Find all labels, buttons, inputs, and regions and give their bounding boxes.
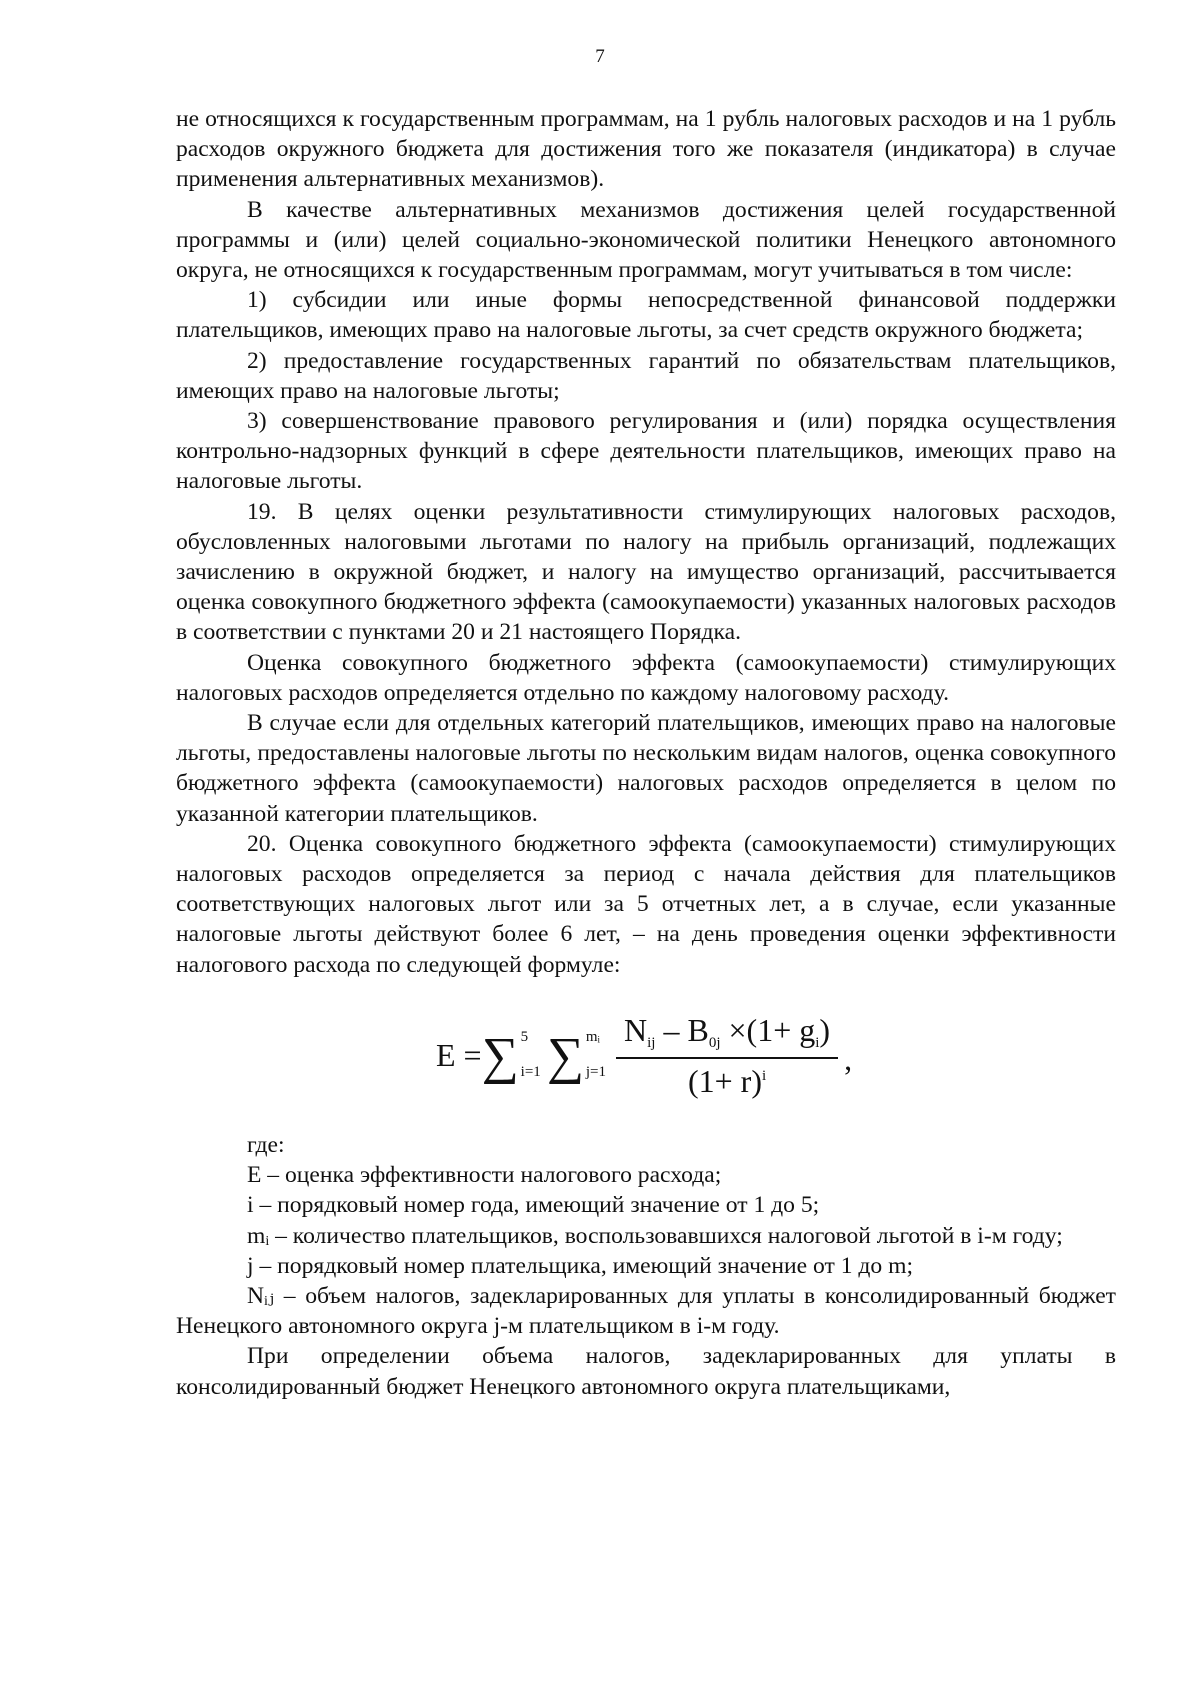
paragraph-clause-20: 20. Оценка совокупного бюджетного эффекта (самоокупаемости) стимулирующих налоговых расходов определяется за период с начала действия для плательщиков соответствующих налоговых льгот или за 5 отчетных лет, а в случае, если указанные налоговые льготы действуют более 6 лет, – на день проведения оценки эффективности налогового расхода по следующей формуле:: [176, 830, 1116, 978]
sum-lower-1: i=1: [520, 1064, 541, 1081]
num-close: ): [819, 1011, 831, 1048]
page-number: 7: [595, 46, 605, 67]
where-label: где:: [247, 1131, 285, 1158]
paragraph-3: Оценка совокупного бюджетного эффекта (самоокупаемости) стимулирующих налоговых расходов определяется отдельно по каждому налоговому расходу.: [176, 649, 1116, 706]
paragraph-clause-19: 19. В целях оценки результативности стимулирующих налоговых расходов, обусловленных налоговыми льготами по налогу на прибыль организаций, подлежащих зачислению в окружной бюджет, и налогу на имущество организаций, рассчитывается оценка совокупного бюджетного эффекта (самоокупаемости) указанных налоговых расходов в соответствии с пунктами 20 и 21 настоящего Порядка.: [176, 498, 1116, 646]
paragraph-2: В качестве альтернативных механизмов достижения целей государственной программы и (или) целей социально-экономической политики Ненецкого автономного округа, не относящихся к государственным программам, могут учитываться в том числе:: [176, 196, 1116, 284]
sum-lower-2: j=1: [585, 1064, 607, 1081]
definition-m: mᵢ – количество плательщиков, воспользовавшихся налоговой льготой в i-м году;: [247, 1222, 1063, 1249]
num-b: – B: [655, 1011, 709, 1048]
fraction-numerator: [616, 1011, 838, 1059]
num-n: N: [624, 1011, 648, 1048]
sum-upper-1: 5: [520, 1028, 529, 1045]
fraction-denominator: [688, 1059, 766, 1097]
definition-j: j – порядковый номер плательщика, имеющий значение от 1 до m;: [247, 1252, 914, 1279]
list-item-3: 3) совершенствование правового регулирования и (или) порядка осуществления контрольно-надзорных функций в сфере деятельности плательщиков, имеющих право на налоговые льготы.: [176, 408, 1116, 495]
den-sup: i: [761, 1067, 767, 1084]
sum-limits-2: [585, 1028, 607, 1081]
num-n-sub: ij: [647, 1034, 656, 1051]
formula-lhs: E =: [436, 1037, 482, 1074]
paragraph-5: При определении объема налогов, задекларированных для уплаты в консолидированный бюджет Ненецкого автономного округа плательщиками,: [176, 1343, 1116, 1400]
sum-limits-1: [520, 1028, 541, 1081]
sum-symbol-1: ∑: [481, 1028, 519, 1086]
formula: [436, 1011, 853, 1099]
paragraph-4: В случае если для отдельных категорий плательщиков, имеющих право на налоговые льготы, предоставлены налоговые льготы по нескольким видам налогов, оценка совокупного бюджетного эффекта (самоокупаемости) налоговых расходов определяется в целом по указанной категории плательщиков.: [176, 710, 1116, 827]
num-g: ×(1+ g: [720, 1011, 816, 1048]
formula-fraction: [616, 1011, 838, 1099]
document-body: [176, 104, 1116, 1402]
formula-comma: ,: [844, 1041, 853, 1078]
list-item-2: 2) предоставление государственных гарантий по обязательствам плательщиков, имеющих право на налоговые льготы;: [176, 347, 1116, 404]
definition-e: Е – оценка эффективности налогового расхода;: [247, 1162, 722, 1189]
num-g-sub: i: [815, 1034, 820, 1051]
sum-upper-2: mᵢ: [585, 1028, 601, 1045]
den-base: (1+ r): [687, 1062, 762, 1099]
sum-symbol-2: ∑: [546, 1028, 584, 1086]
definition-i: i – порядковый номер года, имеющий значение от 1 до 5;: [247, 1192, 820, 1219]
definition-n: Nᵢⱼ – объем налогов, задекларированных для уплаты в консолидированный бюджет Ненецкого автономного округа j-м плательщиком в i-м году.: [176, 1282, 1116, 1340]
formula-block: [176, 980, 1116, 1130]
list-item-1: 1) субсидии или иные формы непосредственной финансовой поддержки плательщиков, имеющих право на налоговые льготы, за счет средств окружного бюджета;: [176, 287, 1116, 344]
num-b-sub: 0j: [708, 1034, 721, 1051]
paragraph-1: не относящихся к государственным программам, на 1 рубль налоговых расходов и на 1 рубль расходов окружного бюджета для достижения того же показателя (индикатора) в случае применения альтернативных механизмов).: [176, 106, 1116, 193]
